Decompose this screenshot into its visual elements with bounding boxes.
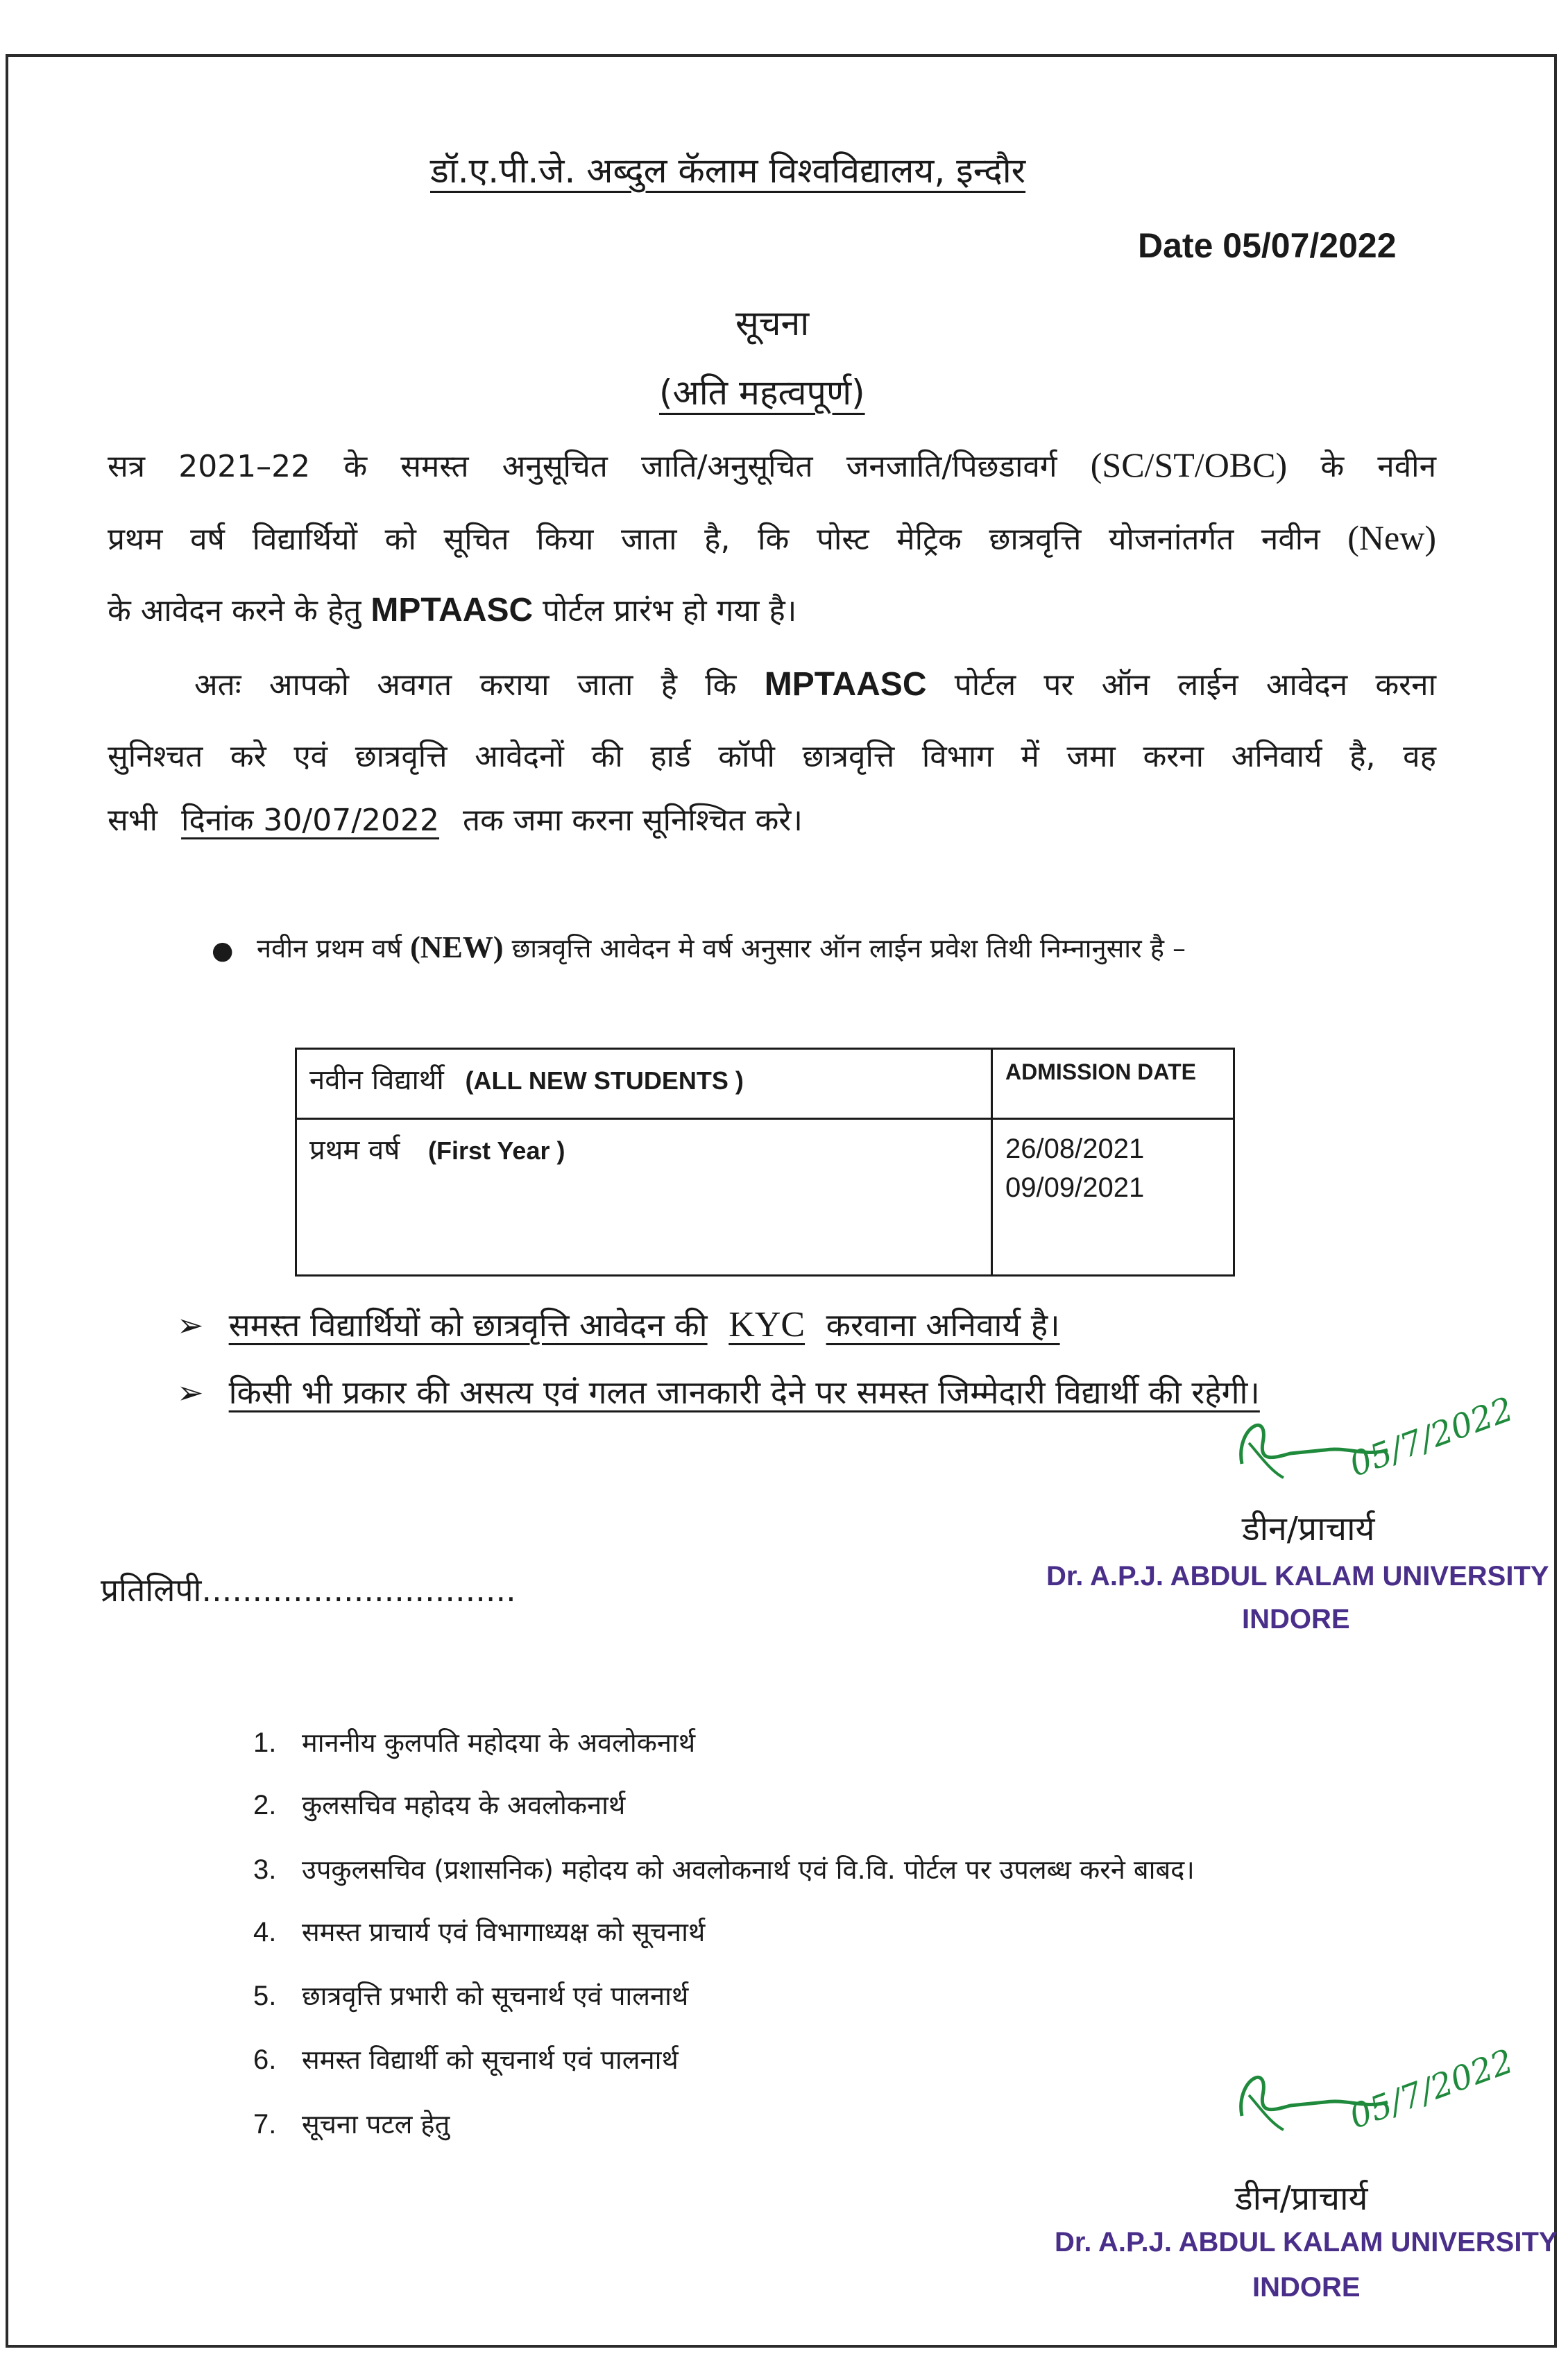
bullet-icon: ● [212,937,234,965]
arrow-right-icon: ➢ [177,1374,204,1411]
note-kyc: ➢ समस्त विद्यार्थियों को छात्रवृत्ति आवेदन की KYC करवाना अनिवार्य है। [177,1305,1060,1345]
note-responsibility: ➢ किसी भी प्रकार की असत्य एवं गलत जानकारी देने पर समस्त जिम्मेदारी विद्यार्थी की रहेगी। [177,1374,1260,1411]
list-item: 2. कुलसचिव महोदय के अवलोकनार्थ [253,1790,626,1820]
list-item: 1. माननीय कुलपति महोदया के अवलोकनार्थ [253,1727,696,1758]
table-header-admission-date: ADMISSION DATE [992,1049,1234,1119]
paragraph1-line1: सत्र 2021–22 के समस्त अनुसूचित जाति/अनुसूचित जनजाति/पिछडावर्ग (SC/ST/OBC) के नवीन [108,445,1436,484]
copy-to-label: प्रतिलिपी............................... [101,1571,516,1609]
notice-heading: सूचना [735,303,810,343]
arrow-right-icon: ➢ [177,1306,204,1344]
admission-date-2: 09/09/2021 [1005,1172,1145,1203]
stamp-line1-1: Dr. A.P.J. ABDUL KALAM UNIVERSITY [1046,1561,1549,1591]
admission-date-1: 26/08/2021 [1005,1134,1145,1164]
table-header-students: नवीन विद्यार्थी (ALL NEW STUDENTS ) [296,1049,992,1119]
list-item: 7. सूचना पटल हेतु [253,2109,450,2140]
stamp-line2-1: INDORE [1242,1604,1350,1634]
svg-text:05/7/2022: 05/7/2022 [1344,2042,1519,2137]
paragraph1-line3: के आवेदन करने के हेतु MPTAASC पोर्टल प्रारंभ हो गया है। [108,592,797,629]
deadline-date: दिनांक 30/07/2022 [181,803,440,838]
paragraph2-line2: सुनिश्चत करे एवं छात्रवृत्ति आवेदनों की हार्ड कॉपी छात्रवृत्ति विभाग में जमा करना अनिवार्य है, वह [108,739,1436,774]
signature-1 [1228,1381,1561,1519]
university-title: डॉ.ए.पी.जे. अब्दुल कॅलाम विश्वविद्यालय, इन्दौर [430,151,1026,191]
table-header-row [296,1049,1234,1119]
table-row [296,1119,1234,1276]
bullet-text: नवीन प्रथम वर्ष (NEW) छात्रवृत्ति आवेदन मे वर्ष अनुसार ऑन लाईन प्रवेश तिथी निम्नानुसार है – [257,930,1186,964]
stamp-line2-2: INDORE [1252,2272,1361,2303]
notice-subheading: (अति महत्वपूर्ण) [659,373,865,413]
list-item: 5. छात्रवृत्ति प्रभारी को सूचनार्थ एवं पालनार्थ [253,1981,689,2011]
list-item: 3. उपकुलसचिव (प्रशासनिक) महोदय को अवलोकनार्थ एवं वि.वि. पोर्टल पर उपलब्ध करने बाबद। [253,1854,1195,1885]
list-item: 4. समस्त प्राचार्य एवं विभागाध्यक्ष को सूचनार्थ [253,1917,706,1947]
paragraph2-line3: सभी दिनांक 30/07/2022 तक जमा करना सूनिश्चित करे। [108,803,803,838]
signature-designation-2: डीन/प्राचार्य [1235,2179,1368,2218]
svg-text:05/7/2022: 05/7/2022 [1344,1390,1519,1485]
table-cell-dates [992,1119,1234,1276]
paragraph1-line2: प्रथम वर्ष विद्यार्थियों को सूचित किया जाता है, कि पोस्ट मेट्रिक छात्रवृत्ति योजनांतर्गत नवीन (New) [108,518,1436,557]
notice-date: Date 05/07/2022 [1138,226,1397,265]
stamp-line1-2: Dr. A.P.J. ABDUL KALAM UNIVERSITY [1055,2227,1558,2257]
list-item: 6. समस्त विद्यार्थी को सूचनार्थ एवं पालनार्थ [253,2045,679,2075]
signature-2 [1228,2033,1561,2171]
admission-table [295,1048,1235,1277]
table-cell-first-year: प्रथम वर्ष (First Year ) [296,1119,992,1276]
paragraph2-line1: अतः आपको अवगत कराया जाता है कि MPTAASC पोर्टल पर ऑन लाईन आवेदन करना [194,666,1436,703]
signature-designation-1: डीन/प्राचार्य [1242,1510,1375,1548]
